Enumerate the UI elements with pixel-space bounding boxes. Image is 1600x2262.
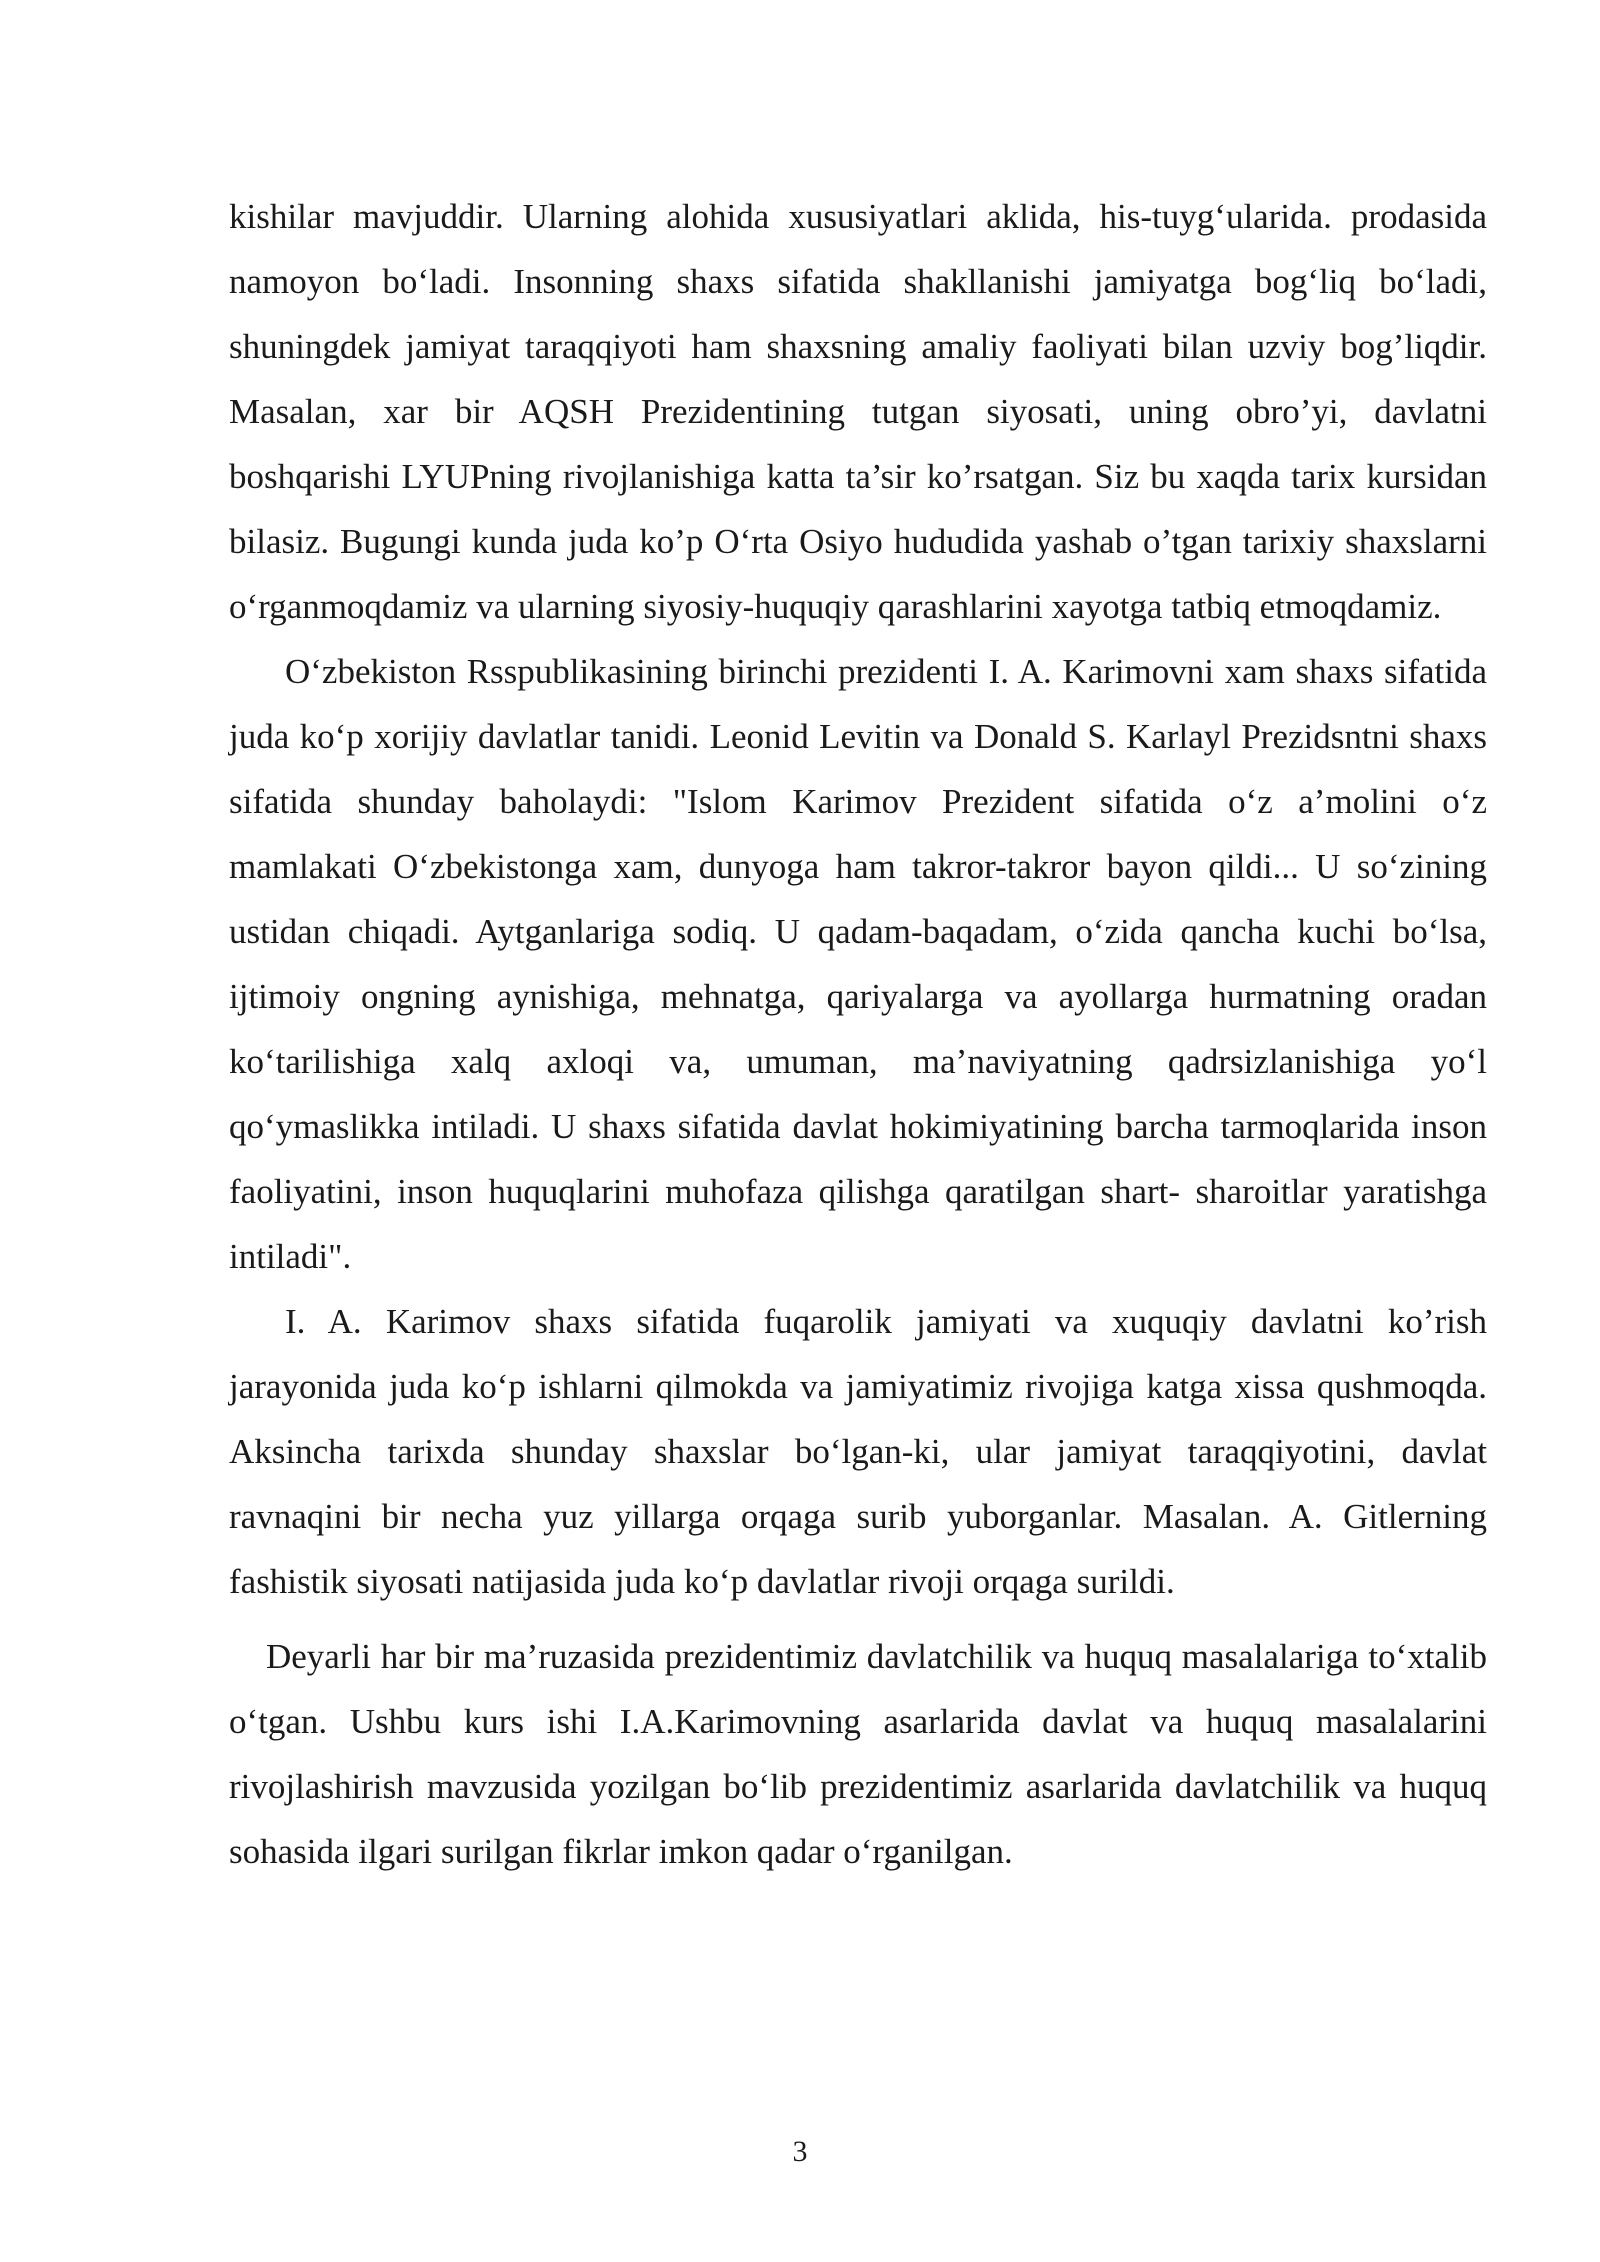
paragraph-karimov-recognition: O‘zbekiston Rsspublikasining birinchi prezidenti I. A. Karimovni xam shaxs sifatida juda ko‘p xorijiy davlatlar tanidi. Leonid Levitin va Donald S. Karlayl Prezidsntni shaxs sifatida shunday baholaydi: "Islom Karimov Prezident sifatida o‘z a’molini o‘z mamlakati O‘zbekistonga xam, dunyoga ham takror-takror bayon qildi... U so‘zining ustidan chiqadi. Aytganlariga sodiq. U qadam-baqadam, o‘zida qancha kuchi bo‘lsa, ijtimoiy ongning aynishiga, mehnatga, qariyalarga va ayollarga hurmatning oradan ko‘tarilishiga xalq axloqi va, umuman, ma’naviyatning qadrsizlanishiga yo‘l qo‘ymaslikka intiladi. U shaxs sifatida davlat hokimiyatining barcha tarmoqlarida inson faoliyatini, inson huquqlarini muhofaza qilishga qaratilgan shart- sharoitlar yaratishga intiladi".: [229, 652, 1487, 1276]
body-text: [229, 184, 1487, 1884]
paragraph-civil-society: I. A. Karimov shaxs sifatida fuqarolik jamiyati va xuquqiy davlatni ko’rish jarayonida juda ko‘p ishlarni qilmokda va jamiyatimiz rivojiga katga xissa qushmoqda. Aksincha tarixda shunday shaxslar bo‘lgan-ki, ular jamiyat taraqqiyotini, davlat ravnaqini bir necha yuz yillarga orqaga surib yuborganlar. Masalan. A. Gitlerning fashistik siyosati natijasida juda ko‘p davlatlar rivoji orqaga surildi.: [229, 1302, 1487, 1601]
paragraph-course-work: Deyarli har bir ma’ruzasida prezidentimiz davlatchilik va huquq masalalariga to‘xtalib o‘tgan. Ushbu kurs ishi I.A.Karimovning asarlarida davlat va huquq masalalarini rivojlashirish mavzusida yozilgan bo‘lib prezidentimiz asarlarida davlatchilik va huquq sohasida ilgari surilgan fikrlar imkon qadar o‘rganilgan.: [229, 1637, 1487, 1871]
page-number: 3: [792, 2135, 808, 2168]
paragraph-continuation: kishilar mavjuddir. Ularning alohida xususiyatlari aklida, his-tuyg‘ularida. prodasida namoyon bo‘ladi. Insonning shaxs sifatida shakllanishi jamiyatga bog‘liq bo‘ladi, shuningdek jamiyat taraqqiyoti ham shaxsning amaliy faoliyati bilan uzviy bog’liqdir. Masalan, xar bir AQSH Prezidentining tutgan siyosati, uning obro’yi, davlatni boshqarishi LYUPning rivojlanishiga katta ta’sir ko’rsatgan. Siz bu xaqda tarix kursidan bilasiz. Bugungi kunda juda ko’p O‘rta Osiyo hududida yashab o’tgan tarixiy shaxslarni o‘rganmoqdamiz va ularning siyosiy-huquqiy qarashlarini xayotga tatbiq etmoqdamiz.: [229, 197, 1487, 626]
